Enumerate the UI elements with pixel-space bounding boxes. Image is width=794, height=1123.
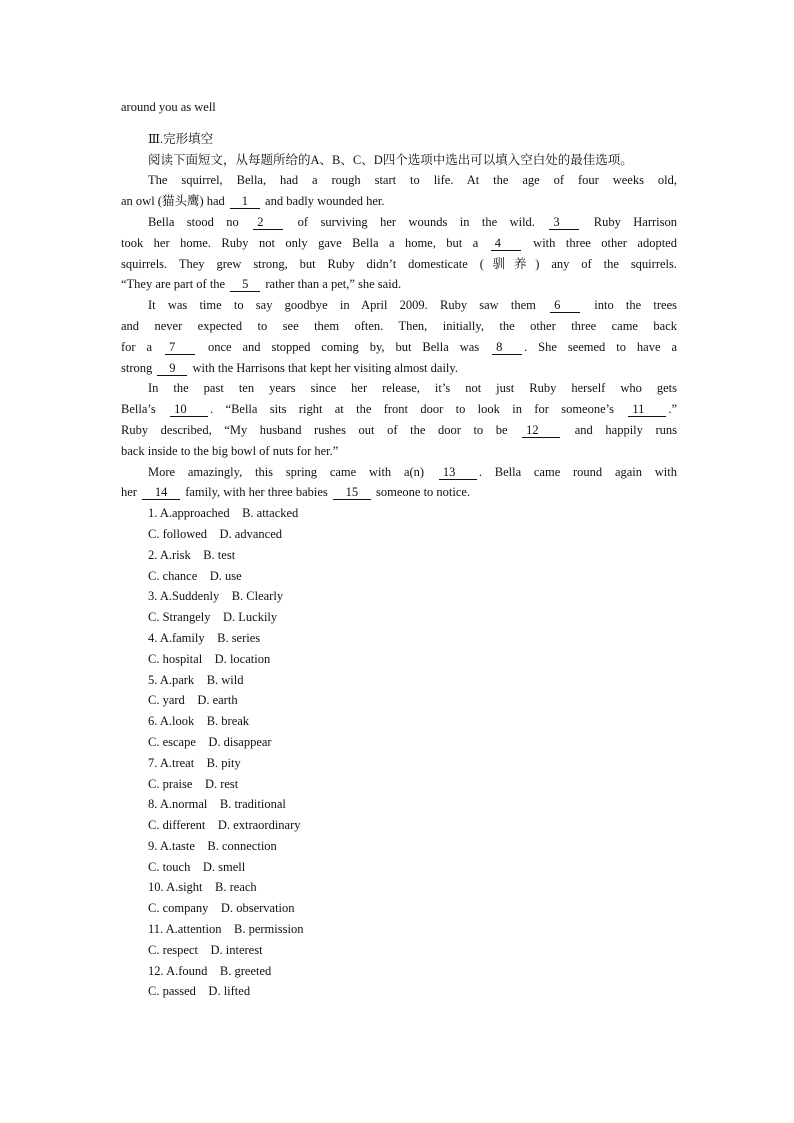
question-number: 7.	[148, 755, 160, 770]
option-row	[121, 524, 677, 545]
passage-text: Bella’s	[121, 402, 169, 417]
passage-text: strong	[121, 360, 156, 375]
option-b: B. wild	[206, 672, 244, 687]
option-a: A.risk	[159, 547, 191, 562]
option-c: C. hospital	[148, 651, 203, 666]
passage-text: her	[121, 485, 141, 500]
options-list	[121, 503, 677, 1002]
question-number: 5.	[148, 672, 160, 687]
passage-line	[121, 170, 677, 191]
option-c: C. company	[148, 901, 209, 916]
passage-text: with the Harrisons that kept her visiting almost daily.	[189, 360, 458, 375]
passage	[121, 170, 677, 503]
option-a: A.found	[166, 963, 208, 978]
option-row	[121, 919, 677, 940]
option-row	[121, 566, 677, 587]
passage-text: The squirrel, Bella, had a rough start to life. At the age of four weeks old,	[148, 173, 677, 188]
option-a: A.taste	[159, 838, 195, 853]
answer-blank: 12	[522, 423, 560, 438]
passage-text: . She seemed to have a	[524, 339, 677, 354]
option-d: D. location	[214, 651, 271, 666]
passage-line	[121, 399, 677, 420]
option-row	[121, 857, 677, 878]
answer-blank: 9	[157, 361, 187, 376]
passage-text: and never expected to see them often. Then, initially, the other three came back	[121, 318, 677, 333]
question-number: 4.	[148, 630, 160, 645]
answer-blank: 10	[170, 402, 208, 417]
answer-blank: 1	[230, 194, 260, 209]
passage-text: Ruby described, “My husband rushes out of the door to be	[121, 422, 521, 437]
question-number: 10.	[148, 880, 167, 895]
answer-blank: 15	[333, 485, 371, 500]
option-a: A.sight	[166, 880, 203, 895]
passage-line	[121, 191, 677, 212]
question-number: 9.	[148, 838, 160, 853]
option-row	[121, 940, 677, 961]
passage-text: family, with her three babies	[182, 485, 331, 500]
passage-line	[121, 337, 677, 358]
option-d: D. interest	[210, 942, 263, 957]
option-row	[121, 732, 677, 753]
option-b: B. permission	[234, 922, 304, 937]
option-row	[121, 649, 677, 670]
question-number: 1.	[148, 506, 160, 521]
passage-line	[121, 295, 677, 316]
passage-text: “They are part of the	[121, 277, 229, 292]
option-d: D. smell	[202, 859, 246, 874]
passage-line	[121, 316, 677, 337]
option-c: C. Strangely	[148, 610, 211, 625]
option-row	[121, 545, 677, 566]
option-d: D. use	[209, 568, 242, 583]
option-row	[121, 607, 677, 628]
answer-blank: 4	[491, 236, 521, 251]
passage-line	[121, 254, 677, 275]
option-d: D. disappear	[208, 734, 272, 749]
option-a: A.Suddenly	[159, 589, 220, 604]
option-b: B. test	[203, 547, 236, 562]
option-a: A.normal	[159, 797, 208, 812]
answer-blank: 8	[492, 340, 522, 355]
question-number: 6.	[148, 714, 160, 729]
passage-text: with three other adopted	[522, 235, 677, 250]
document-page	[121, 97, 677, 1002]
option-c: C. passed	[148, 984, 196, 999]
option-d: D. lifted	[208, 984, 251, 999]
passage-text: . “Bella sits right at the front door to look in for someone’s	[210, 402, 627, 417]
option-row	[121, 711, 677, 732]
question-number: 12.	[148, 963, 167, 978]
passage-text: back inside to the big bowl of nuts for her.”	[121, 443, 339, 458]
option-d: D. observation	[220, 901, 295, 916]
option-row	[121, 877, 677, 898]
passage-text: and happily runs	[562, 422, 677, 437]
passage-text: someone to notice.	[372, 485, 471, 500]
passage-line	[121, 420, 677, 441]
passage-text: and badly wounded her.	[261, 194, 385, 209]
passage-text: Bella stood no	[148, 214, 252, 229]
top-fragment: around you as well	[121, 100, 216, 114]
option-c: C. followed	[148, 526, 208, 541]
section-instruction: 阅读下面短文，从每题所给的A、B、C、D四个选项中选出可以填入空白处的最佳选项。	[148, 152, 633, 167]
option-b: B. reach	[215, 880, 257, 895]
passage-text: In the past ten years since her release, it’s not just Ruby herself who gets	[148, 381, 677, 396]
passage-text: More amazingly, this spring came with a(n)	[148, 464, 437, 479]
passage-line	[121, 233, 677, 254]
option-a: A.attention	[165, 922, 222, 937]
passage-text: took her home. Ruby not only gave Bella a home, but a	[121, 235, 489, 250]
option-row	[121, 753, 677, 774]
option-row	[121, 628, 677, 649]
question-number: 3.	[148, 589, 160, 604]
option-b: B. Clearly	[231, 589, 284, 604]
option-c: C. escape	[148, 734, 196, 749]
answer-blank: 2	[253, 215, 283, 230]
option-a: A.treat	[159, 755, 195, 770]
passage-text: squirrels. They grew strong, but Ruby didn’t domesticate (驯养) any of the squirrels.	[121, 256, 677, 271]
option-row	[121, 794, 677, 815]
question-number: 11.	[148, 922, 166, 937]
passage-text: into the trees	[582, 298, 677, 313]
option-b: B. greeted	[219, 963, 272, 978]
answer-blank: 7	[165, 340, 195, 355]
option-d: D. advanced	[219, 526, 283, 541]
option-row	[121, 836, 677, 857]
passage-text: .”	[668, 402, 677, 417]
passage-line	[121, 482, 677, 503]
passage-line	[121, 212, 677, 233]
section-heading: Ⅲ.完形填空	[148, 131, 214, 146]
option-a: A.approached	[159, 506, 230, 521]
passage-text: . Bella came round again with	[478, 464, 677, 479]
option-row	[121, 898, 677, 919]
passage-line	[121, 358, 677, 379]
answer-blank: 13	[439, 465, 477, 480]
answer-blank: 11	[628, 402, 666, 417]
option-row	[121, 815, 677, 836]
option-a: A.family	[159, 630, 205, 645]
option-row	[121, 961, 677, 982]
option-b: B. attacked	[242, 506, 299, 521]
passage-text: Ruby Harrison	[581, 214, 677, 229]
passage-text: once and stopped coming by, but Bella was	[197, 339, 491, 354]
option-b: B. break	[206, 714, 250, 729]
option-c: C. praise	[148, 776, 193, 791]
option-b: B. connection	[207, 838, 277, 853]
option-row	[121, 586, 677, 607]
answer-blank: 14	[142, 485, 180, 500]
option-d: D. Luckily	[223, 610, 278, 625]
answer-blank: 3	[549, 215, 579, 230]
question-number: 8.	[148, 797, 160, 812]
option-a: A.park	[159, 672, 195, 687]
passage-text: It was time to say goodbye in April 2009. Ruby saw them	[148, 298, 549, 313]
option-d: D. earth	[197, 693, 238, 708]
answer-blank: 5	[230, 277, 260, 292]
option-b: B. traditional	[219, 797, 286, 812]
passage-text: an owl (猫头鹰) had	[121, 194, 228, 209]
option-row	[121, 774, 677, 795]
option-c: C. chance	[148, 568, 198, 583]
passage-line	[121, 441, 677, 462]
passage-line	[121, 274, 677, 295]
passage-text: for a	[121, 339, 163, 354]
option-d: D. extraordinary	[217, 818, 301, 833]
option-c: C. touch	[148, 859, 191, 874]
option-c: C. yard	[148, 693, 185, 708]
passage-text: rather than a pet,” she said.	[262, 277, 402, 292]
option-b: B. pity	[206, 755, 241, 770]
option-row	[121, 503, 677, 524]
option-row	[121, 690, 677, 711]
option-row	[121, 670, 677, 691]
option-c: C. different	[148, 818, 206, 833]
option-b: B. series	[217, 630, 261, 645]
option-row	[121, 981, 677, 1002]
passage-line	[121, 462, 677, 483]
option-a: A.look	[159, 714, 195, 729]
passage-text: of surviving her wounds in the wild.	[285, 214, 548, 229]
option-d: D. rest	[204, 776, 239, 791]
option-c: C. respect	[148, 942, 198, 957]
passage-line	[121, 378, 677, 399]
question-number: 2.	[148, 547, 160, 562]
answer-blank: 6	[550, 298, 580, 313]
